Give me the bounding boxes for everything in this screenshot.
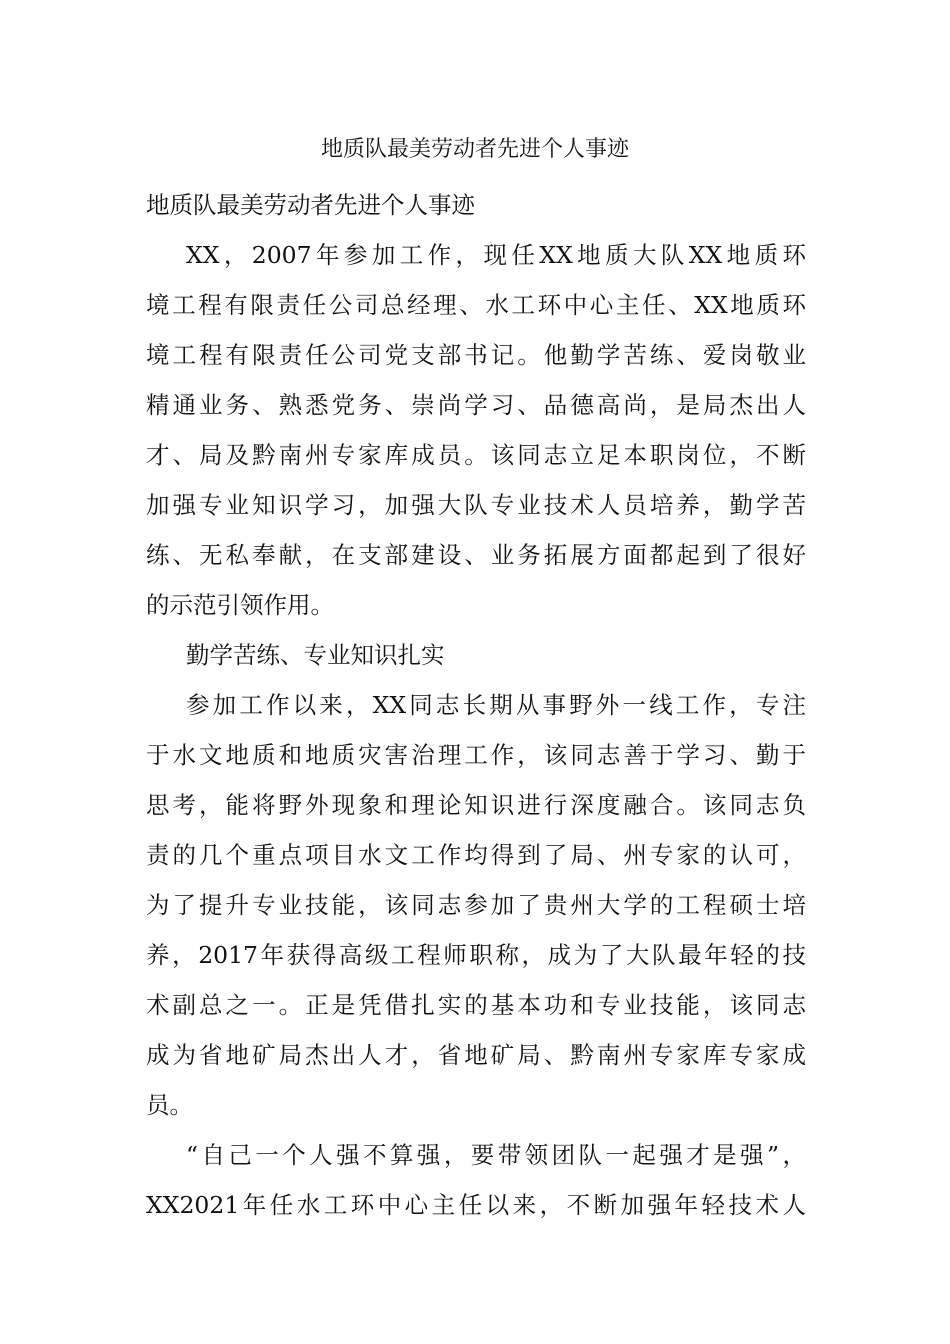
section-heading: 勤学苦练、专业知识扎实 xyxy=(186,641,445,669)
paragraph-line: 成为省地矿局杰出人才，省地矿局、黔南州专家库专家成 xyxy=(146,1041,806,1069)
paragraph-line: 才、局及黔南州专家库成员。该同志立足本职岗位，不断 xyxy=(146,441,806,469)
paragraph-line: 境工程有限责任公司党支部书记。他勤学苦练、爱岗敬业 xyxy=(146,341,806,369)
paragraph-line: 于水文地质和地质灾害治理工作，该同志善于学习、勤于 xyxy=(146,741,806,769)
paragraph-line: 加强专业知识学习，加强大队专业技术人员培养，勤学苦 xyxy=(146,491,806,519)
paragraph-line: XX，2007年参加工作，现任XX地质大队XX地质环 xyxy=(186,241,806,269)
document-body xyxy=(146,180,806,1230)
paragraph-line: 责的几个重点项目水文工作均得到了局、州专家的认可， xyxy=(146,841,806,869)
paragraph-line: 参加工作以来，XX同志长期从事野外一线工作，专注 xyxy=(186,691,806,719)
document-title: 地质队最美劳动者先进个人事迹 xyxy=(320,137,629,162)
paragraph-line: 的示范引领作用。 xyxy=(146,591,334,619)
paragraph-line: 养，2017年获得高级工程师职称，成为了大队最年轻的技 xyxy=(146,941,806,969)
paragraph-line: 练、无私奉献，在支部建设、业务拓展方面都起到了很好 xyxy=(146,541,806,569)
quote-line: “自己一个人强不算强，要带领团队一起强才是强”， xyxy=(186,1141,806,1169)
paragraph-line: 为了提升专业技能，该同志参加了贵州大学的工程硕士培 xyxy=(146,891,806,919)
subtitle-line: 地质队最美劳动者先进个人事迹 xyxy=(146,191,475,219)
paragraph-line: 思考，能将野外现象和理论知识进行深度融合。该同志负 xyxy=(146,791,806,819)
paragraph-line: 精通业务、熟悉党务、崇尚学习、品德高尚，是局杰出人 xyxy=(146,391,806,419)
paragraph-line: XX2021年任水工环中心主任以来，不断加强年轻技术人 xyxy=(146,1191,806,1219)
paragraph-line: 境工程有限责任公司总经理、水工环中心主任、XX地质环 xyxy=(146,291,806,319)
paragraph-line: 术副总之一。正是凭借扎实的基本功和专业技能，该同志 xyxy=(146,991,806,1019)
paragraph-line: 员。 xyxy=(146,1091,193,1119)
